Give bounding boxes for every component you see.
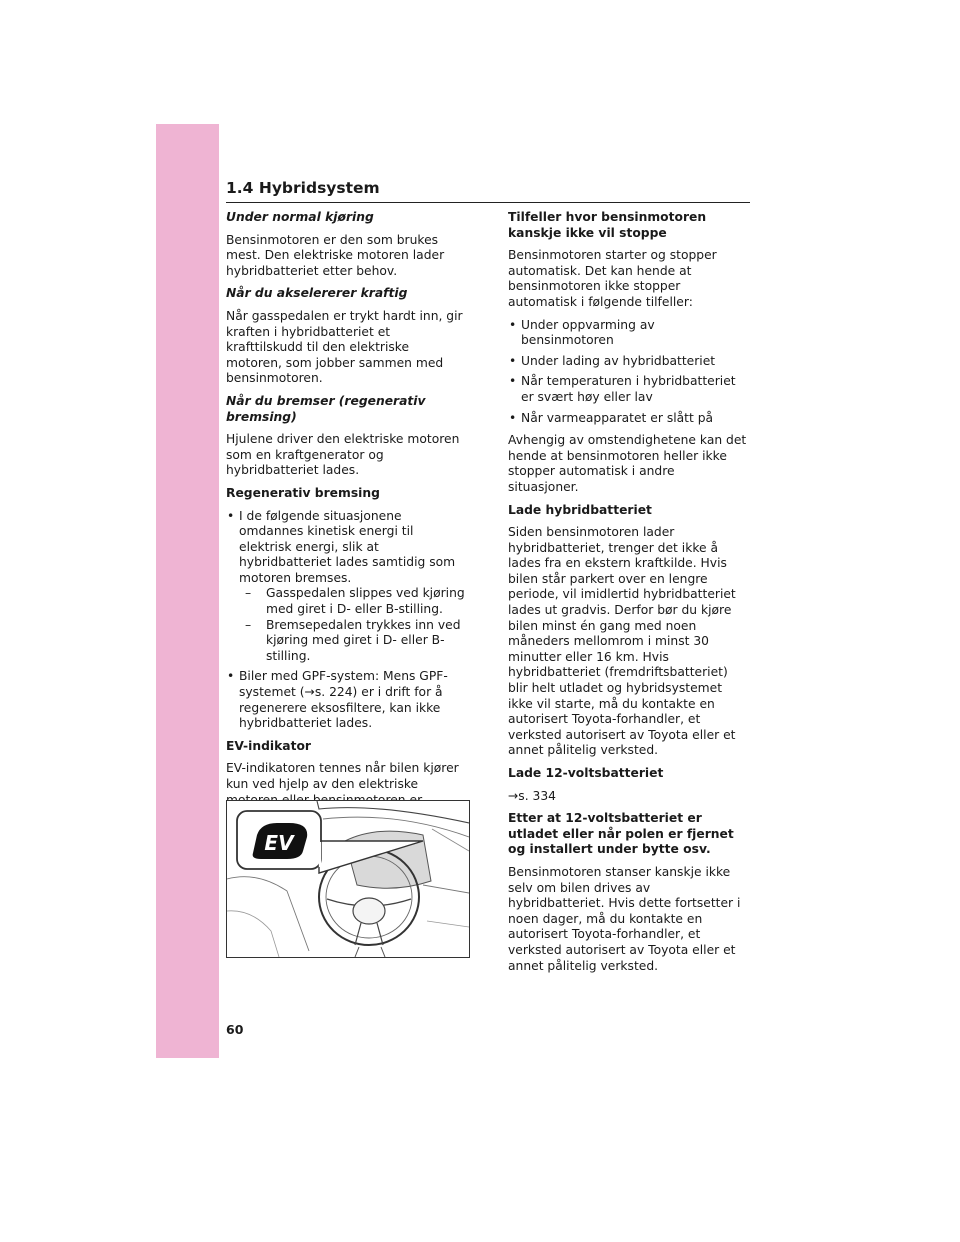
heading-engine-not-stop: Tilfeller hvor bensinmotoren kanskje ikke vil stoppe	[508, 210, 707, 240]
dash-marker: –	[245, 586, 252, 601]
text-normal-driving: Bensinmotoren er den som brukes mest. Den elektriske motoren lader hybridbatteriet etter behov.	[226, 232, 445, 278]
heading-regenerative-braking: Regenerativ bremsing	[226, 485, 380, 500]
heading-ev-indicator: EV-indikator	[226, 738, 311, 753]
regen-sub-list	[239, 586, 466, 664]
list-item: • Under oppvarming av bensinmotoren	[508, 318, 748, 349]
heading-charge-12v-battery: Lade 12-voltsbatteriet	[508, 766, 664, 780]
text-other-situations: Avhengig av omstendighetene kan det hende at bensinmotoren heller ikke stopper automatisk i andre situasjoner.	[508, 433, 747, 494]
heading-charge-hybrid-battery: Lade hybridbatteriet	[508, 502, 652, 517]
ev-indicator-illustration	[226, 800, 470, 958]
right-column	[508, 210, 748, 981]
section-header	[226, 178, 750, 203]
regen-list	[226, 509, 466, 732]
list-item	[226, 509, 466, 665]
regen-bullet-text: I de følgende situasjonene omdannes kinetisk energi til elektrisk energi, slik at hybridbatteriet lades samtidig som motoren bremses.	[239, 508, 456, 585]
regen-sub-text: Gasspedalen slippes ved kjøring med giret i D- eller B-stilling.	[266, 586, 465, 617]
list-item: • Under lading av hybridbatteriet	[508, 354, 748, 370]
engine-not-stop-list	[508, 318, 748, 427]
heading-braking: Når du bremser (regenerativ bremsing)	[226, 393, 426, 424]
text-braking: Hjulene driver den elektriske motoren som en kraftgenerator og hybridbatteriet lades.	[226, 432, 460, 478]
regen-sub-text: Bremsepedalen trykkes inn ved kjøring med giret i D- eller B-stilling.	[266, 617, 461, 663]
list-item	[226, 669, 466, 731]
page-reference: →s. 334	[508, 788, 556, 803]
ev-badge-label: EV	[264, 831, 294, 855]
text-after-12v-discharge: Bensinmotoren stanser kanskje ikke selv om bilen drives av hybridbatteriet. Hvis dette fortsetter i noen dager, må du kontakte en autorisert Toyota-forhandler, et verksted autorisert av Toyota eller et annet pålitelig verksted.	[508, 864, 741, 973]
list-item	[239, 586, 466, 617]
text-hard-acceleration: Når gasspedalen er trykt hardt inn, gir kraften i hybridbatteriet et krafttilskudd til den elektriske motoren, som jobber sammen med bensinmotoren.	[226, 308, 463, 386]
dashboard-drawing	[227, 801, 469, 957]
list-item: • Når temperaturen i hybridbatteriet er svært høy eller lav	[508, 374, 748, 405]
heading-normal-driving: Under normal kjøring	[226, 210, 374, 224]
text-ev-indicator: EV-indikatoren tennes når bilen kjører kun ved hjelp av den elektriske	[226, 761, 459, 791]
text-engine-not-stop: Bensinmotoren starter og stopper automatisk. Det kan hende at bensinmotoren ikke stopper automatisk i følgende tilfeller:	[508, 248, 717, 309]
dash-marker: –	[245, 617, 252, 632]
section-title: 1.4 Hybridsystem	[226, 179, 380, 197]
list-item: • Når varmeapparatet er slått på	[508, 411, 748, 427]
list-item	[239, 618, 466, 665]
regen-gpf-text: Biler med GPF-system: Mens GPF-systemet (→s. 224) er i drift for å regenerere eksosfiltere, kan ikke hybridbatteriet lades.	[239, 669, 448, 731]
heading-hard-acceleration: Når du akselererer kraftig	[226, 286, 408, 301]
heading-after-12v-discharge: Etter at 12-voltsbatteriet er utladet eller når polen er fjernet og installert under bytte osv.	[508, 811, 734, 857]
text-charge-hybrid-battery: Siden bensinmotoren lader hybridbatteriet, trenger det ikke å lades fra en ekstern kraftkilde. Hvis bilen står parkert over en lengre periode, vil imidlertid hybridbatteriet lades ut gradvis. Derfor bør du kjøre bilen minst én gang med noen måneders mellomrom i minst 30 minutter eller 16 km. Hvis hybridbatteriet (fremdriftsbatteriet) blir helt utladet og hybridsystemet ikke vil starte, må du kontakte en autorisert Toyota-forhandler, et verksted autorisert av Toyota eller et annet pålitelig verksted.	[508, 525, 736, 758]
left-column	[226, 210, 466, 831]
chapter-side-tab	[156, 124, 219, 1058]
page-number: 60	[226, 1022, 244, 1037]
